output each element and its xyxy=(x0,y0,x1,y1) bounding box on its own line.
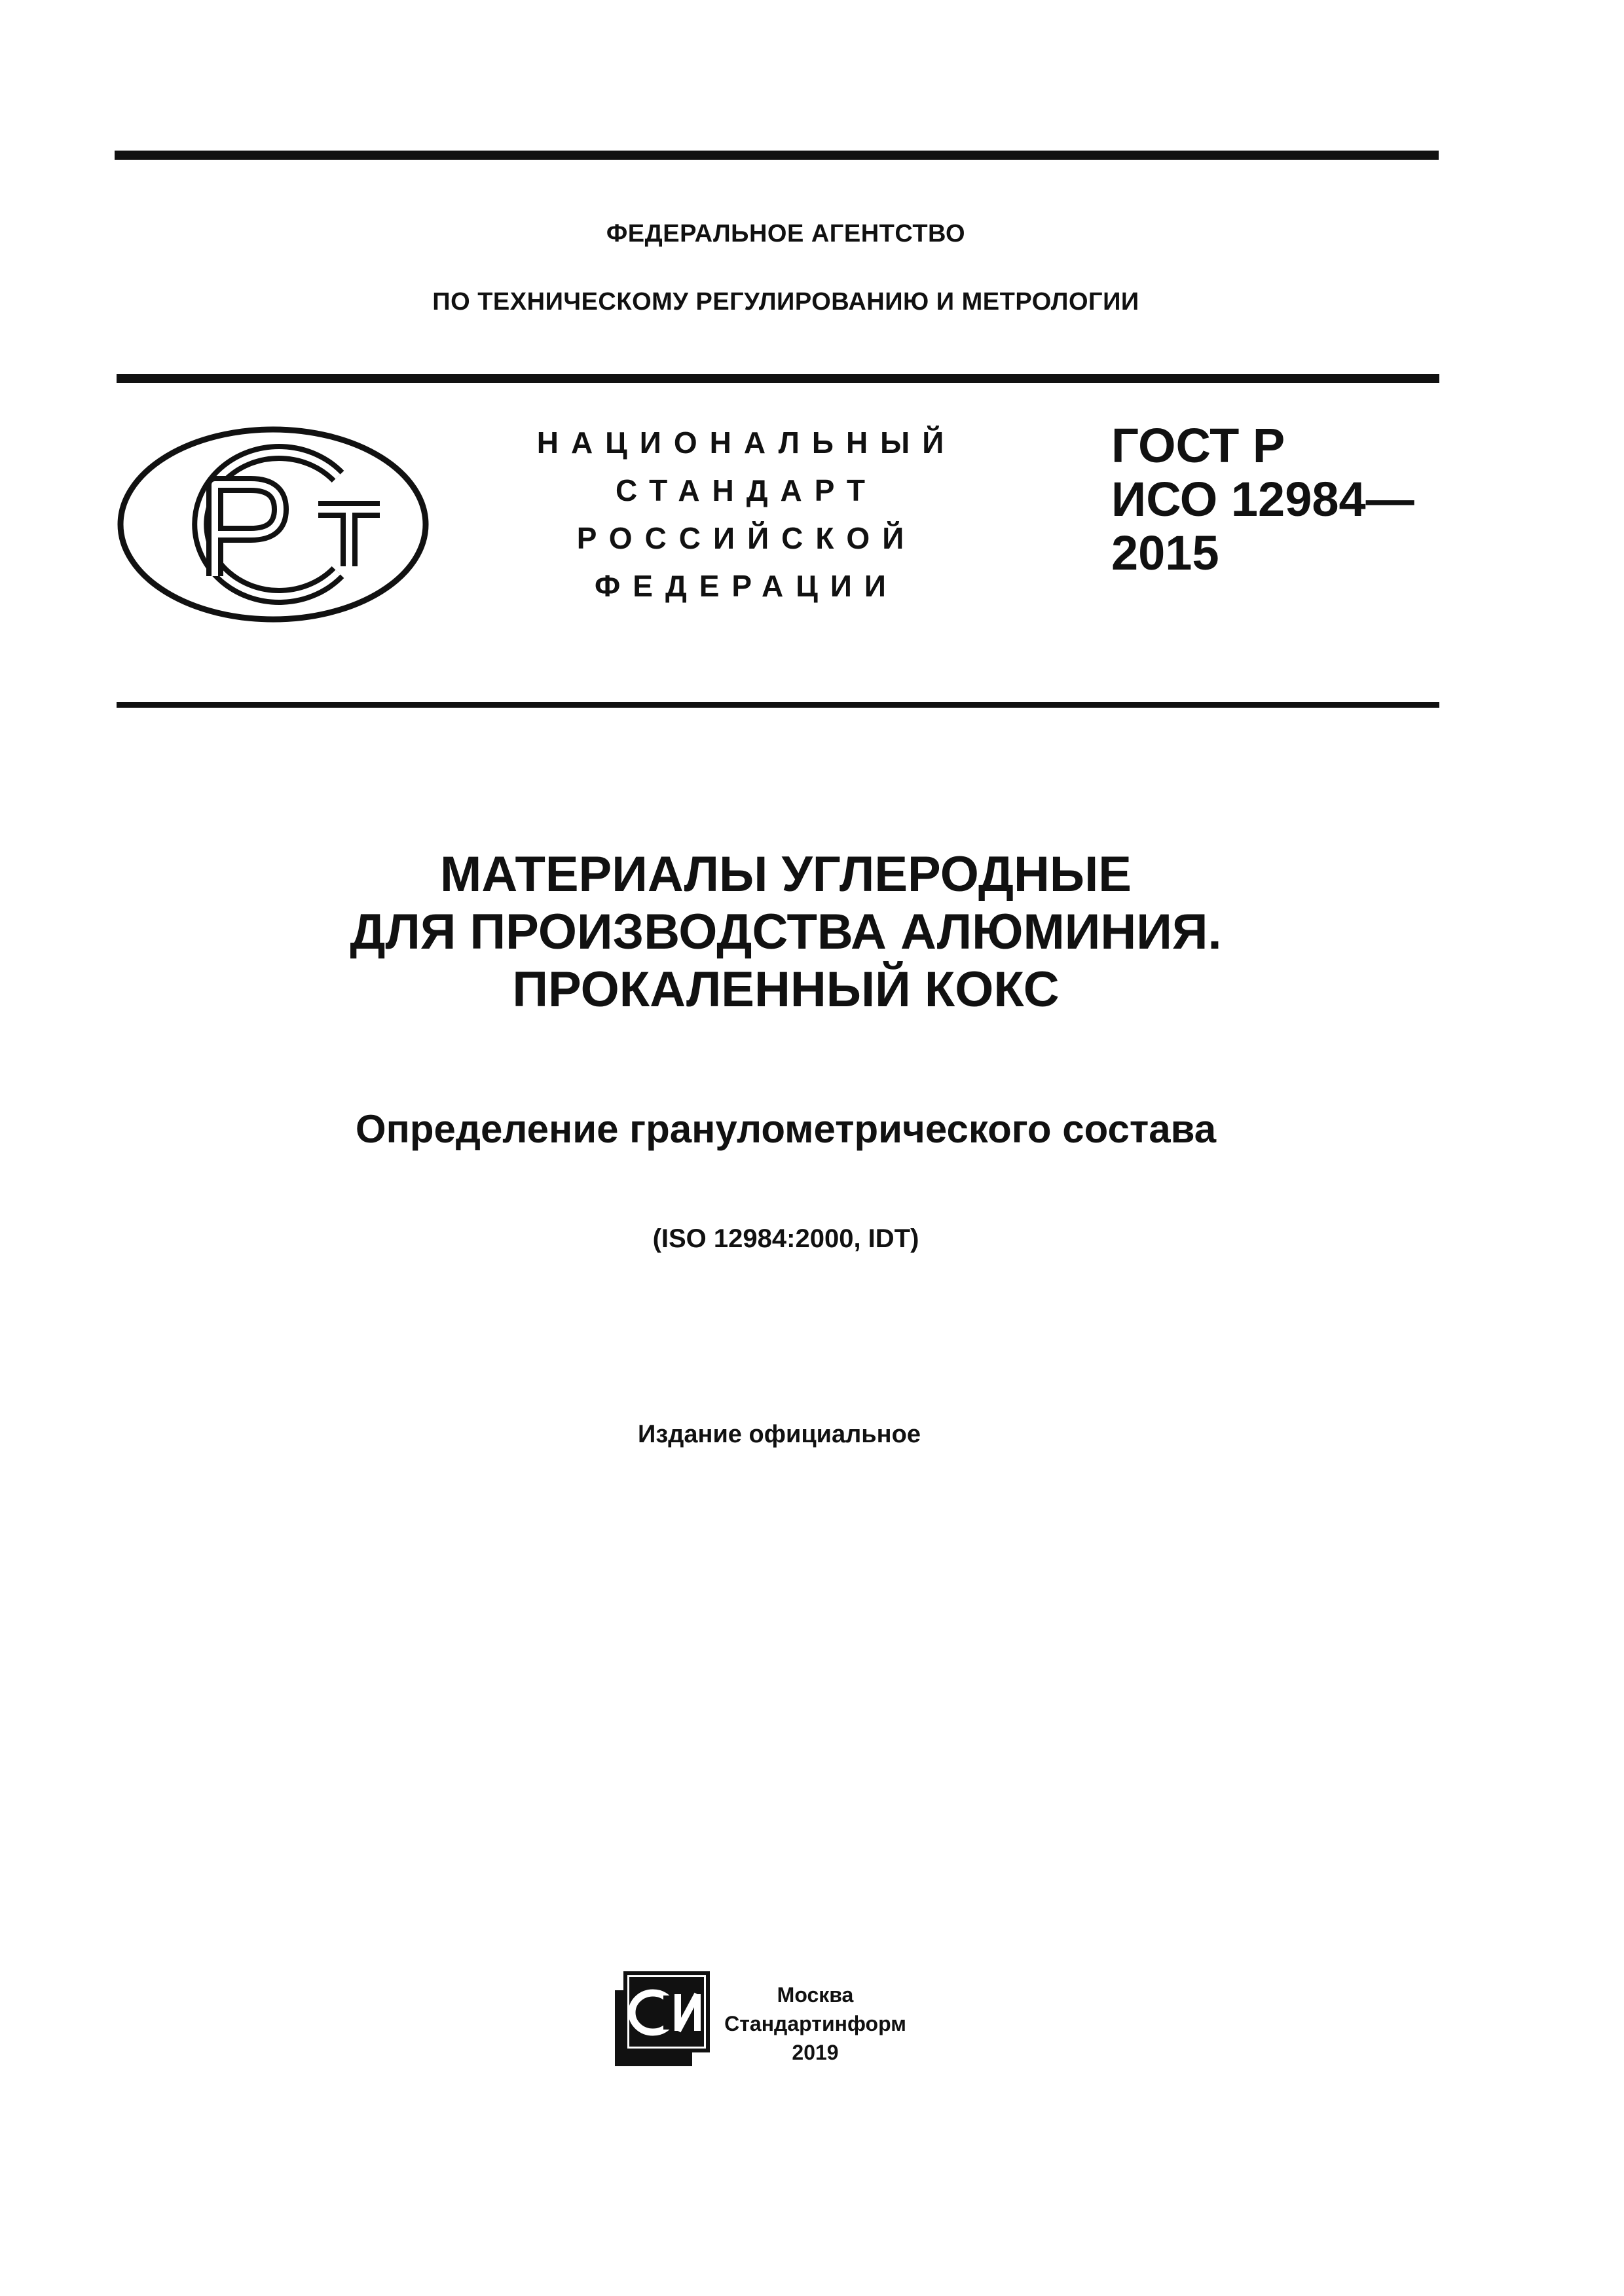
standartinform-logo-icon xyxy=(612,1971,710,2069)
standard-type-line2: СТАНДАРТ xyxy=(616,473,877,507)
iso-reference: (ISO 12984:2000, IDT) xyxy=(652,1224,919,1253)
edition-label: Издание официальное xyxy=(638,1421,921,1448)
middle-rule xyxy=(117,374,1439,383)
publisher-block xyxy=(717,1980,913,2067)
agency-name-line2: ПО ТЕХНИЧЕСКОМУ РЕГУЛИРОВАНИЮ И МЕТРОЛОГИИ xyxy=(432,288,1139,316)
rst-emblem-icon xyxy=(117,426,430,623)
agency-name-line1: ФЕДЕРАЛЬНОЕ АГЕНТСТВО xyxy=(606,220,966,247)
standard-type xyxy=(524,419,969,610)
designation-line1: ГОСТ Р xyxy=(1111,418,1285,473)
standard-type-line4: ФЕДЕРАЦИИ xyxy=(595,569,898,603)
title-line3: ПРОКАЛЕННЫЙ КОКС xyxy=(512,962,1060,1017)
publisher-city: Москва xyxy=(777,1983,854,2007)
designation-line3: 2015 xyxy=(1111,526,1219,580)
lower-rule xyxy=(117,702,1439,708)
standard-type-line1: НАЦИОНАЛЬНЫЙ xyxy=(536,426,957,460)
document-title xyxy=(0,846,1572,1019)
standard-type-line3: РОССИЙСКОЙ xyxy=(576,521,917,555)
top-rule xyxy=(115,151,1439,160)
standard-designation xyxy=(1111,419,1414,580)
publisher-name: Стандартинформ xyxy=(724,2012,906,2035)
document-subtitle: Определение гранулометрического состава xyxy=(355,1107,1217,1151)
title-line2: ДЛЯ ПРОИЗВОДСТВА АЛЮМИНИЯ. xyxy=(350,904,1222,960)
title-line1: МАТЕРИАЛЫ УГЛЕРОДНЫЕ xyxy=(440,847,1132,902)
publication-year: 2019 xyxy=(792,2041,839,2064)
designation-line2: ИСО 12984— xyxy=(1111,472,1414,526)
